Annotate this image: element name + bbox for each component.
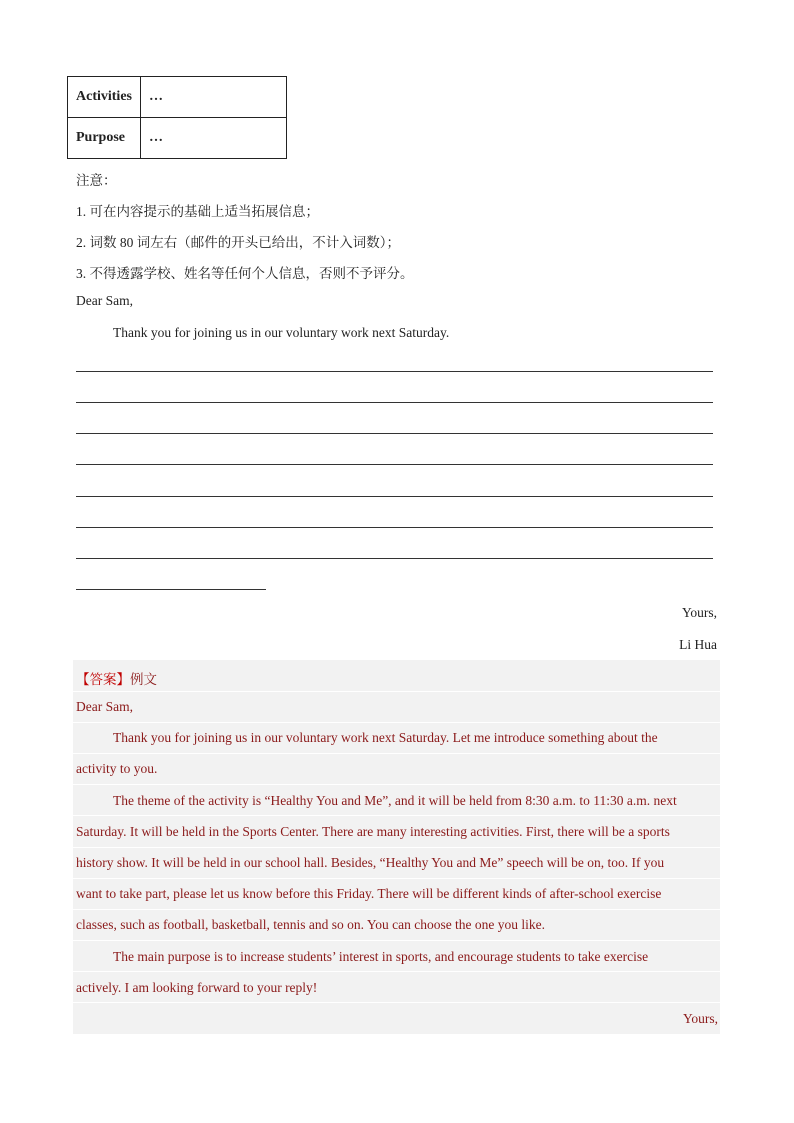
answer-line: classes, such as football, basketball, tennis and so on. You can choose the one you like. [76, 917, 546, 932]
table-label: Purpose [68, 118, 141, 159]
answer-line: The main purpose is to increase students’ interest in sports, and encourage students to take exercise [113, 949, 649, 964]
answer-greeting: Dear Sam, [76, 699, 133, 714]
divider [73, 1002, 720, 1003]
writing-line [76, 496, 713, 497]
writing-line [76, 464, 713, 465]
writing-line [76, 371, 713, 372]
divider [73, 691, 720, 692]
notes-heading: 注意： [76, 173, 117, 188]
divider [73, 909, 720, 910]
divider [73, 940, 720, 941]
answer-line: Thank you for joining us in our voluntary work next Saturday. Let me introduce something about the [113, 730, 658, 745]
note-item: 2. 词数 80 词左右（邮件的开头已给出，不计入词数）； [76, 235, 400, 250]
answer-line: Saturday. It will be held in the Sports Center. There are many interesting activities. First, there will be a sports [76, 824, 670, 839]
divider [73, 784, 720, 785]
table-label: Activities [68, 77, 141, 118]
writing-line [76, 527, 713, 528]
writing-line [76, 558, 713, 559]
divider [73, 971, 720, 972]
answer-line: The theme of the activity is “Healthy You and Me”, and it will be held from 8:30 a.m. to 11:30 a.m. next [113, 793, 677, 808]
answer-line: history show. It will be held in our school hall. Besides, “Healthy You and Me” speech will be on, too. If you [76, 855, 665, 870]
answer-closing: Yours, [682, 1011, 718, 1026]
writing-line [76, 433, 713, 434]
divider [73, 878, 720, 879]
table-row [68, 118, 287, 159]
answer-line: actively. I am looking forward to your reply! [76, 980, 318, 995]
answer-tag: 【答案】 [76, 672, 130, 687]
table-row [68, 77, 287, 118]
answer-line: want to take part, please let us know before this Friday. There will be different kinds of after-school exercise [76, 886, 662, 901]
letter-greeting: Dear Sam, [76, 293, 133, 308]
note-item: 3. 不得透露学校、姓名等任何个人信息，否则不予评分。 [76, 266, 414, 281]
answer-heading [76, 668, 157, 688]
letter-closing: Yours, [681, 605, 717, 620]
info-table [67, 76, 287, 159]
answer-section [73, 660, 720, 1034]
divider [73, 847, 720, 848]
divider [73, 815, 720, 816]
answer-tag-suffix: 例文 [130, 672, 157, 687]
answer-line: activity to you. [76, 761, 158, 776]
letter-signature: Li Hua [679, 637, 717, 652]
divider [73, 753, 720, 754]
writing-line [76, 589, 266, 590]
writing-line [76, 402, 713, 403]
table-value: … [141, 118, 287, 159]
letter-opening: Thank you for joining us in our voluntary work next Saturday. [113, 325, 450, 340]
note-item: 1. 可在内容提示的基础上适当拓展信息； [76, 204, 319, 219]
divider [73, 722, 720, 723]
table-value: … [141, 77, 287, 118]
